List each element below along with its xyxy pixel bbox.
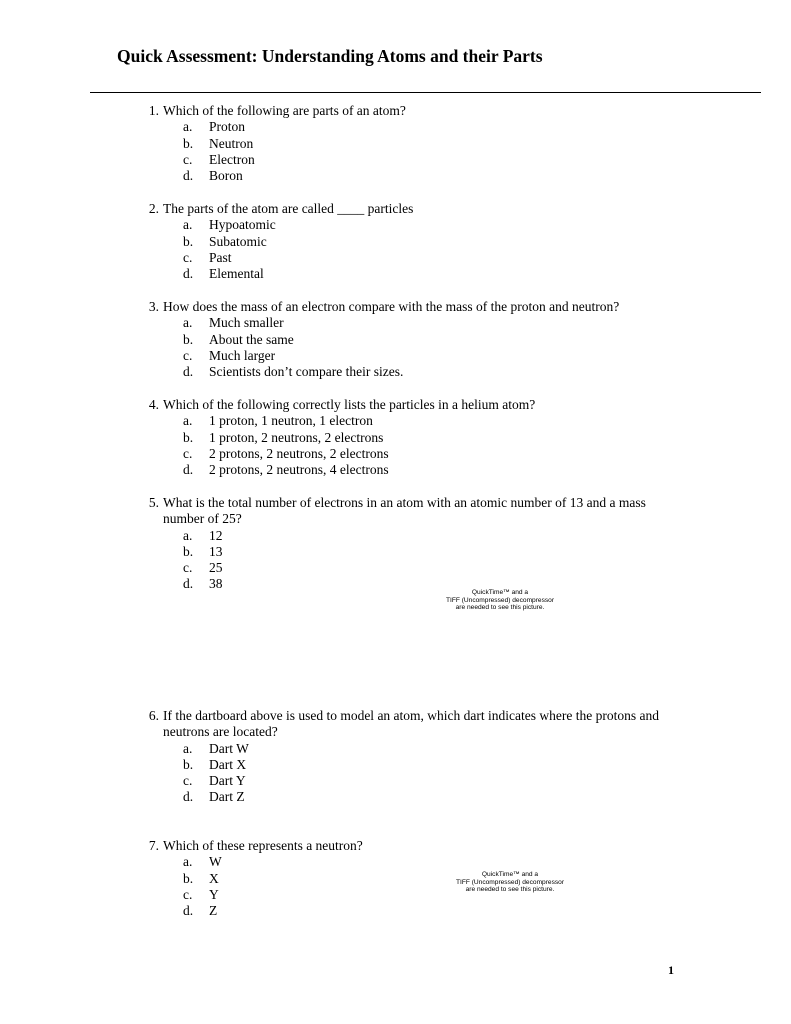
option-text: Much larger (209, 347, 276, 363)
option-text: Dart Y (209, 773, 246, 789)
question-text: What is the total number of electrons in an atom with an atomic number of 13 and a mass number of 25? (163, 495, 646, 527)
option-d (139, 903, 675, 919)
question-6 (139, 708, 675, 806)
question-2 (139, 201, 675, 282)
option-b (139, 544, 675, 560)
option-text: Dart W (209, 740, 249, 756)
option-c (139, 250, 675, 266)
option-letter: c. (183, 347, 193, 363)
option-a (139, 741, 675, 757)
option-letter: d. (183, 266, 194, 282)
option-d (139, 364, 675, 380)
option-b (139, 136, 675, 152)
option-text: 2 protons, 2 neutrons, 4 electrons (209, 462, 389, 478)
option-letter: c. (183, 445, 193, 461)
question-text: The parts of the atom are called ____ particles (163, 201, 414, 216)
option-text: X (209, 870, 219, 886)
option-d (139, 789, 675, 805)
option-text: 1 proton, 1 neutron, 1 electron (209, 413, 373, 429)
option-text: 2 protons, 2 neutrons, 2 electrons (209, 445, 389, 461)
option-d (139, 266, 675, 282)
option-letter: b. (183, 331, 194, 347)
question-text: If the dartboard above is used to model an atom, which dart indicates where the protons and neutrons are located? (163, 708, 659, 740)
option-c (139, 446, 675, 462)
option-letter: a. (183, 740, 193, 756)
question-number: 3. (148, 299, 159, 314)
missing-image-placeholder (430, 871, 590, 894)
option-d (139, 462, 675, 478)
placeholder-line: TIFF (Uncompressed) decompressor (445, 596, 555, 604)
placeholder-line: are needed to see this picture. (465, 886, 555, 894)
option-letter: d. (183, 462, 194, 478)
option-d (139, 168, 675, 184)
option-text: Y (209, 886, 219, 902)
option-letter: d. (183, 168, 194, 184)
option-letter: a. (183, 119, 193, 135)
option-d (139, 576, 675, 592)
question-number: 4. (148, 397, 159, 412)
question-7 (139, 838, 675, 919)
option-a (139, 528, 675, 544)
option-text: Scientists don’t compare their sizes. (209, 364, 404, 380)
option-a (139, 217, 675, 233)
option-letter: c. (183, 560, 193, 576)
option-letter: a. (183, 315, 193, 331)
question-4 (139, 397, 675, 478)
option-letter: c. (183, 773, 193, 789)
question-3 (139, 299, 675, 380)
option-b (139, 871, 675, 887)
question-number: 6. (148, 708, 159, 723)
question-text: Which of the following are parts of an atom? (163, 103, 406, 118)
option-text: Elemental (209, 266, 264, 282)
option-a (139, 315, 675, 331)
option-letter: d. (183, 789, 194, 805)
option-b (139, 757, 675, 773)
option-letter: a. (183, 217, 193, 233)
option-text: Dart X (209, 756, 247, 772)
option-text: Subatomic (209, 233, 267, 249)
option-text: Z (209, 903, 218, 919)
option-b (139, 234, 675, 250)
option-letter: d. (183, 364, 194, 380)
option-letter: b. (183, 756, 194, 772)
option-c (139, 348, 675, 364)
option-letter: b. (183, 135, 194, 151)
option-c (139, 887, 675, 903)
question-number: 7. (148, 838, 159, 853)
option-text: Much smaller (209, 315, 284, 331)
option-c (139, 152, 675, 168)
question-number: 5. (148, 495, 159, 510)
option-text: 13 (209, 543, 223, 559)
option-letter: c. (183, 249, 193, 265)
option-text: Neutron (209, 135, 254, 151)
option-letter: b. (183, 870, 194, 886)
option-letter: b. (183, 233, 194, 249)
option-c (139, 560, 675, 576)
question-text: Which of these represents a neutron? (163, 838, 363, 853)
option-text: Boron (209, 168, 243, 184)
option-b (139, 332, 675, 348)
question-5 (139, 495, 675, 593)
page-number: 1 (668, 963, 674, 977)
option-letter: a. (183, 854, 193, 870)
option-c (139, 773, 675, 789)
option-text: 38 (209, 576, 223, 592)
option-letter: b. (183, 543, 194, 559)
question-1 (139, 103, 675, 184)
option-text: About the same (209, 331, 294, 347)
option-text: 12 (209, 527, 223, 543)
option-letter: b. (183, 429, 194, 445)
option-text: Proton (209, 119, 246, 135)
question-text: How does the mass of an electron compare with the mass of the proton and neutron? (163, 299, 620, 314)
question-number: 1. (148, 103, 159, 118)
title-divider (90, 92, 761, 93)
option-text: Dart Z (209, 789, 245, 805)
option-a (139, 119, 675, 135)
placeholder-line: QuickTime™ and a (481, 871, 539, 878)
option-letter: d. (183, 903, 194, 919)
question-number: 2. (148, 201, 159, 216)
option-a (139, 854, 675, 870)
question-text: Which of the following correctly lists the particles in a helium atom? (163, 397, 536, 412)
option-letter: a. (183, 413, 193, 429)
option-text: 25 (209, 560, 223, 576)
option-letter: a. (183, 527, 193, 543)
option-text: W (209, 854, 222, 870)
placeholder-line: QuickTime™ and a (471, 589, 529, 596)
placeholder-line: TIFF (Uncompressed) decompressor (455, 878, 565, 886)
option-text: Electron (209, 151, 255, 167)
placeholder-line: are needed to see this picture. (455, 604, 545, 612)
option-letter: d. (183, 576, 194, 592)
option-text: Past (209, 249, 232, 265)
option-text: Hypoatomic (209, 217, 276, 233)
option-text: 1 proton, 2 neutrons, 2 electrons (209, 429, 384, 445)
option-letter: c. (183, 151, 193, 167)
option-letter: c. (183, 886, 193, 902)
option-b (139, 430, 675, 446)
option-a (139, 413, 675, 429)
missing-image-placeholder (420, 589, 580, 612)
page-title: Quick Assessment: Understanding Atoms and their Parts (117, 46, 543, 66)
